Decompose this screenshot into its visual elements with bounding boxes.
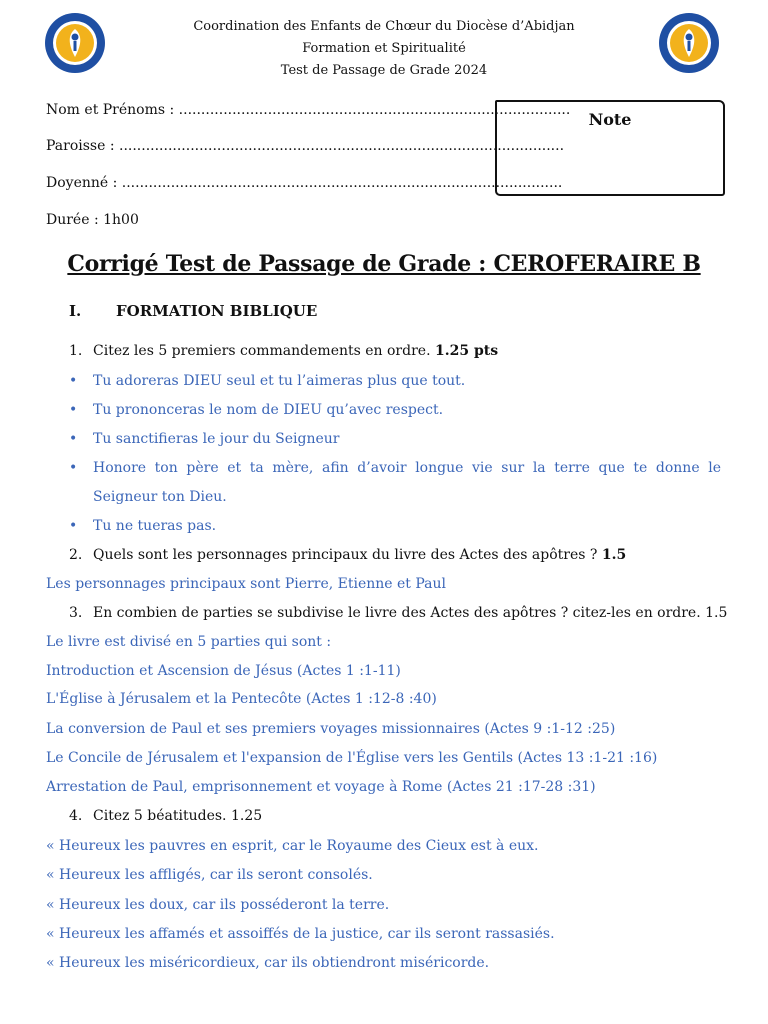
question-2 [69, 547, 626, 563]
answer-text: « Heureux les affligés, car ils seront consolés. [46, 867, 373, 883]
question-points: 1.5 [601, 547, 627, 563]
question-number: 2. [69, 547, 83, 563]
duration: Durée : 1h00 [46, 212, 139, 228]
answer-text: « Heureux les miséricordieux, car ils obtiendront miséricorde. [46, 955, 490, 971]
answer-bullet: • Tu sanctifieras le jour du Seigneur [69, 425, 721, 454]
header-test-name: Test de Passage de Grade 2024 [280, 63, 488, 78]
section-label: FORMATION BIBLIQUE [116, 302, 318, 320]
question-number: 3. [69, 605, 83, 621]
answer-bullet: • Tu ne tueras pas. [69, 512, 721, 541]
answer-text: L'Église à Jérusalem et la Pentecôte (Actes 1 :12-8 :40) [46, 691, 437, 707]
answer-text: Tu adoreras DIEU seul et tu l’aimeras plus que tout. [93, 373, 466, 389]
answer-text: Tu prononceras le nom de DIEU qu’avec respect. [93, 402, 444, 418]
answer-text: Les personnages principaux sont Pierre, Etienne et Paul [46, 576, 446, 592]
question-1 [69, 343, 498, 359]
question-3 [69, 605, 727, 621]
answer-text: La conversion de Paul et ses premiers voyages missionnaires (Actes 9 :1-12 :25) [46, 721, 616, 737]
question-text: Citez 5 béatitudes. 1.25 [93, 808, 263, 824]
answer-bullet: • Honore ton père et ta mère, afin d’avoir longue vie sur la terre que te donne le Seigneur ton Dieu. [69, 454, 721, 512]
field-doyenne: Doyenné : ................................................................................................... [46, 175, 563, 191]
header-organization: Coordination des Enfants de Chœur du Diocèse d’Abidjan [193, 19, 575, 34]
header-department: Formation et Spiritualité [302, 41, 466, 56]
section-title [69, 302, 317, 320]
note-box [495, 100, 725, 196]
document-header [0, 16, 768, 82]
answer-text: Le Concile de Jérusalem et l'expansion de l'Église vers les Gentils (Actes 13 :1-21 :16) [46, 750, 658, 766]
answer-text: Le livre est divisé en 5 parties qui sont : [46, 634, 332, 650]
answer-text: « Heureux les doux, car ils posséderont la terre. [46, 897, 390, 913]
answer-bullet: • Tu prononceras le nom de DIEU qu’avec respect. [69, 396, 721, 425]
field-nom: Nom et Prénoms : ........................................................................................ [46, 102, 571, 118]
question-4 [69, 808, 262, 824]
question-text: Citez les 5 premiers commandements en ordre. [93, 343, 435, 359]
question-points: 1.25 pts [434, 343, 499, 359]
question-number: 1. [69, 343, 83, 359]
question-text: En combien de parties se subdivise le livre des Actes des apôtres ? citez-les en ordre. 1.5 [93, 605, 728, 621]
answer-text: Tu sanctifieras le jour du Seigneur [93, 431, 340, 447]
answer-text: Arrestation de Paul, emprisonnement et voyage à Rome (Actes 21 :17-28 :31) [46, 779, 596, 795]
question-text: Quels sont les personnages principaux du livre des Actes des apôtres ? [93, 547, 602, 563]
answer-text: Tu ne tueras pas. [93, 518, 217, 534]
answer-text: Introduction et Ascension de Jésus (Actes 1 :1-11) [46, 663, 401, 679]
question-number: 4. [69, 808, 83, 824]
answer-bullet: • Tu adoreras DIEU seul et tu l’aimeras plus que tout. [69, 367, 721, 396]
answer-text: Honore ton père et ta mère, afin d’avoir longue vie sur la terre que te donne le Seigneur ton Dieu. [93, 460, 721, 505]
answer-text: « Heureux les pauvres en esprit, car le Royaume des Cieux est à eux. [46, 838, 539, 854]
page-title: Corrigé Test de Passage de Grade : CEROFERAIRE B [67, 251, 701, 277]
answer-text: « Heureux les affamés et assoiffés de la justice, car ils seront rassasiés. [46, 926, 555, 942]
section-number: I. [69, 302, 82, 320]
note-label: Note [588, 110, 632, 129]
field-paroisse: Paroisse : .................................................................................................... [46, 138, 565, 154]
